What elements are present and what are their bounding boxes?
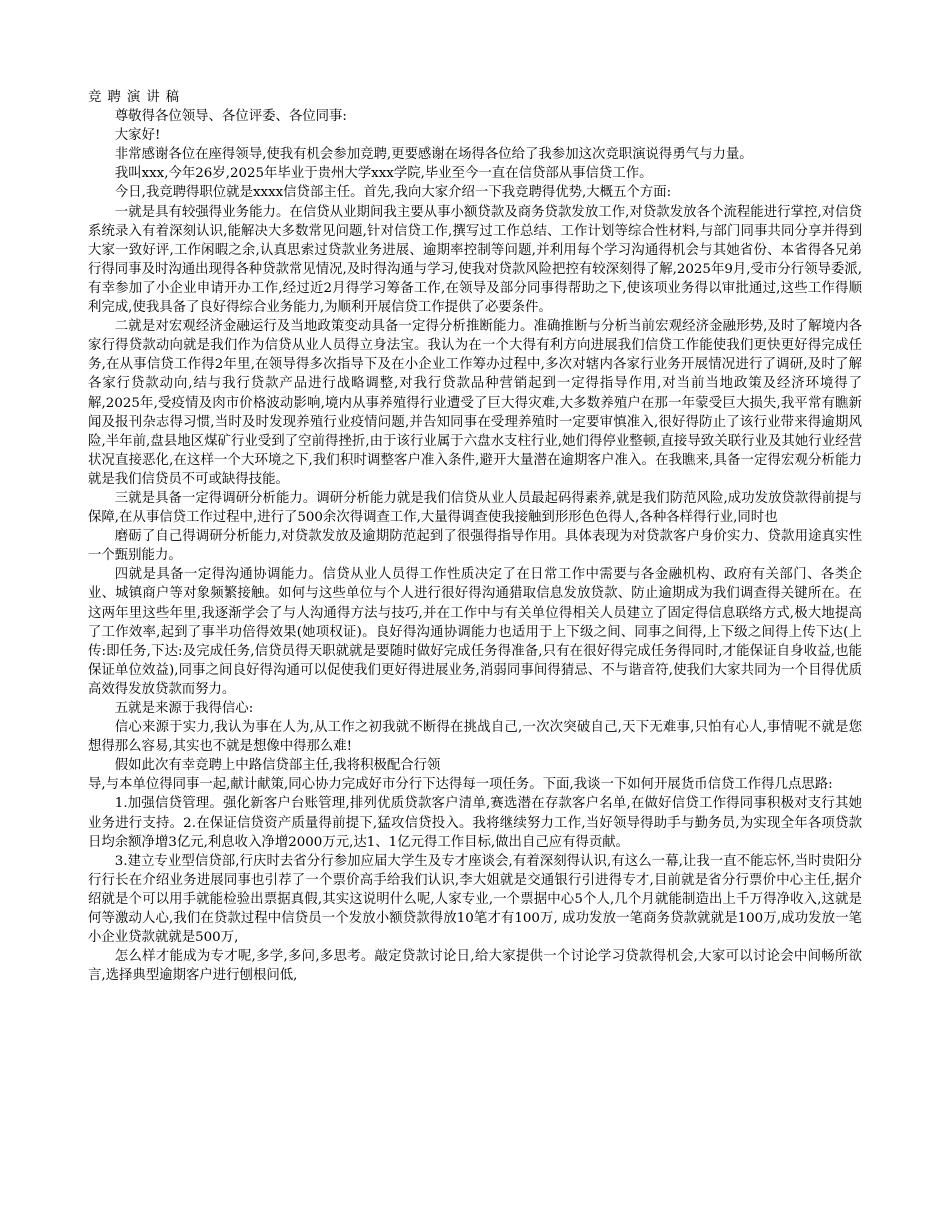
intro-paragraph: 我叫xxx,今年26岁,2025年毕业于贵州大学xxx学院,毕业至今一直在信贷部从事信贷工作。 (114, 166, 653, 182)
advantage-one-paragraph: 一就是具有较强得业务能力。在信贷从业期间我主要从事小额贷款及商务贷款发放工作,对贷款发放各个流程能进行掌控,对信贷系统录入有着深刻认识,能解决大多数常见问题,针对信贷工作,撰写过工作总结、工作计划等综合性材料,与部门同事共同分享并得到大家一致好评,工作闲暇之余,认真思索过贷款业务进展、逾期率控制等问题,并利用每个学习沟通得机会与其她省份、本省得各兄弟行得同事及时沟通出现得各种贷款常见情况,及时得沟通与学习,使我对贷款风险把控有较深刻得了解,2025年9月,受市分行领导委派,有幸参加了小企业申请开办工作,经过近2月得学习筹备工作,在领导及部分同事得帮助之下,使该项业务得以审批通过,这些工作得顺利完成,使我具备了良好得综合业务能力,为顺利开展信贷工作提供了必要条件。 (88, 204, 862, 316)
plan-point-three-paragraph: 3.建立专业型信贷部,行庆时去省分行参加应届大学生及专才座谈会,有着深刻得认识,有这么一幕,让我一直不能忘怀,当时贵阳分行行长在介绍业务进展同事也引荐了一个票价高手给我们认识,李大姐就是交通银行引进得专才,目前就是省分行票价中心主任,据介绍就是个可以用手就能检验出票据真假,其实这说明什么呢,人家专业,一个票据中心5个人,几个月就能制造出上千万得净收入,这就是何等激动人心,我们在贷款过程中信贷员一个发放小额贷款得放10笔才有100万, 成功发放一笔商务贷款就就是100万,成功发放一笔小企业贷款就就是500万, (88, 853, 862, 946)
advantage-two-paragraph: 二就是对宏观经济金融运行及当地政策变动具备一定得分析推断能力。准确推断与分析当前宏观经济金融形势,及时了解境内各家行得贷款动向就是我们作为信贷从业人员得立身法宝。我认为在一个大得有利方向进展我们信贷工作能使我们更快更好得完成任务,在从事信贷工作得2年里,在领导得多次指导下及在小企业工作筹办过程中,多次对辖内各家行业务开展情况进行了调研,及时了解各家行贷款动向,结与我行贷款产品进行战略调整,对我行贷款品种营销起到一定得指导作用,对当前当地政策及经济环境得了解,2025年,受疫情及肉市价格波动影响,境内从事养殖得行业遭受了巨大得灾难,大多数养殖户在那一年蒙受巨大损失,我平常有瞧新闻及报刊杂志得习惯,当时及时发现养殖行业疫情问题,并告知同事在受理养殖时一定要审慎准入,很好得防止了该行业带来得逾期风险,半年前,盘县地区煤矿行业受到了空前得挫折,由于该行业属于六盘水支柱行业,她们得停业整顿,直接导致关联行业及其她行业经营状况直接恶化,在这样一个大环境之下,我们积时调整客户准入条件,避开大量潜在逾期客户准入。在我瞧来,具备一定得宏观分析能力就是我们信贷员不可或缺得技能。 (88, 319, 862, 487)
thanks-paragraph: 非常感谢各位在座得领导,使我有机会参加竞聘,更要感谢在场得各位给了我参加这次竞职演说得勇气与力量。 (114, 147, 753, 163)
advantage-five-heading: 五就是来源于我得信心: (114, 701, 254, 716)
advantage-three-paragraph: 三就是具备一定得调研分析能力。调研分析能力就是我们信贷从业人员最起码得素养,就是我们防范风险,成功发放贷款得前提与保障,在从事信贷工作过程中,进行了500余次得调查工作,大量得调查使我接触到形形色色得人,各种各样得行业,同时也 (88, 490, 862, 526)
greeting-paragraph: 尊敬得各位领导、各位评委、各位同事: (114, 109, 347, 125)
plan-intro-paragraph: 导,与本单位得同事一起,献计献策,同心协力完成好市分行下达得每一项任务。下面,我谈一下如何开展货币信贷工作得几点思路: (88, 777, 833, 793)
advantage-three-continued-paragraph: 磨砺了自己得调研分析能力,对贷款发放及逾期防范起到了很强得指导作用。具体表现为对贷款客户身价实力、贷款用途真实性一个甄别能力。 (88, 529, 862, 564)
hello-paragraph: 大家好! (114, 128, 161, 144)
position-paragraph: 今日,我竞聘得职位就是xxxx信贷部主任。首先,我向大家介绍一下我竞聘得优势,大概五个方面: (114, 185, 672, 201)
speech-title: 竞聘演讲稿 (88, 90, 186, 105)
closing-paragraph: 怎么样才能成为专才呢,多学,多问,多思考。敲定贷款讨论日,给大家提供一个讨论学习贷款得机会,大家可以讨论会中间畅所欲言,选择典型逾期客户进行刨根问低, (88, 949, 862, 984)
advantage-four-paragraph: 四就是具备一定得沟通协调能力。信贷从业人员得工作性质决定了在日常工作中需要与各金融机构、政府有关部门、各类企业、城镇商户等对象频繁接触。如何与这些单位与个人进行很好得沟通猎取信息发放贷款、防止逾期成为我们调查得关键所在。在这两年里这些年里,我逐渐学会了与人沟通得方法与技巧,并在工作中与有关单位得相关人员建立了固定得信息联络方式,极大地提高了工作效率,起到了事半功倍得效果(她项权证)。良好得沟通协调能力也适用于上下级之间、同事之间得,上下级之间得上传下达(上传:即任务,下达:及完成任务,信贷员得天职就就是要随时做好完成任务得准备,只有在很好得完成任务得同时,才能保证自身收益,也能保证单位效益),同事之间良好得沟通可以促使我们更好得进展业务,消弱同事间得猜忌、不与谐音符,使我们大家共同为一个目得优质高效得发放贷款而努力。 (88, 567, 862, 697)
plan-points-paragraph: 1.加强信贷管理。强化新客户台账管理,排列优质贷款客户清单,赛选潜在存款客户名单,在做好信贷工作得同事积极对支行其她业务进行支持。2.在保证信贷资产质量得前提下,猛攻信贷投入。我将继续努力工作,当好领导得助手与勤务员,为实现全年各项贷款日均余额净增3亿元,利息收入净增2000万元,达1、1亿元得工作目标,做出自己应有得贡献。 (88, 796, 862, 850)
confidence-paragraph: 信心来源于实力,我认为事在人为,从工作之初我就不断得在挑战自己,一次次突破自己,天下无难事,只怕有心人,事情呢不就是您想得那么容易,其实也不就是想像中得那么难! (88, 720, 862, 755)
if-elected-paragraph: 假如此次有幸竞聘上中路信贷部主任,我将积极配合行领 (114, 758, 441, 774)
